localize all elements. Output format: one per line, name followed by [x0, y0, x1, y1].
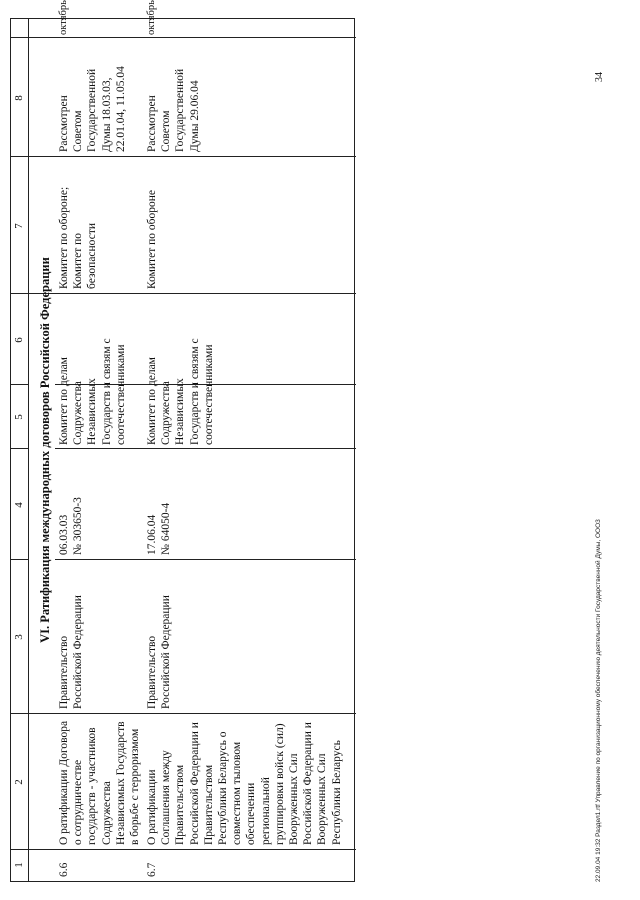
section-title: VI. Ратификация международных договоров Российской Федерации — [38, 257, 52, 643]
row-6-7-initiator: Правительство Российской Федерации — [146, 595, 173, 709]
row-6-7-committee: Комитет по делам Содружества Независимых Государств и связям с соотечественниками — [146, 338, 215, 445]
row-6-7-month: октябрь — [146, 0, 157, 35]
row-6-6-committee: Комитет по делам Содружества Независимых Государств и связям с соотечественниками — [58, 338, 127, 445]
header-row-divider — [28, 19, 29, 881]
column-divider — [55, 448, 356, 449]
column-number-5: 5 — [13, 414, 25, 420]
row-6-6-month: октябрь — [58, 0, 69, 35]
column-divider — [11, 293, 356, 294]
row-6-6-registration: 06.03.03 № 303650-3 — [58, 497, 85, 555]
row-6-6-initiator: Правительство Российской Федерации — [58, 595, 85, 709]
page-number: 34 — [594, 72, 605, 82]
column-number-8: 8 — [13, 95, 25, 101]
legislation-table — [10, 0, 355, 882]
row-6-6-number: 6.6 — [58, 862, 70, 877]
row-6-7-status: Рассмотрен Советом Государственной Думы 29.06.04 — [146, 68, 201, 152]
column-divider — [55, 559, 356, 560]
document-footer: 22.09.04 19:32 Раздел1.rtf Управление по организационному обеспечению деятельности Государственной Думы, ООО3 — [595, 519, 602, 882]
column-divider — [11, 559, 28, 560]
column-divider — [11, 448, 28, 449]
row-6-6-status: Рассмотрен Советом Государственной Думы 18.03.03, 22.01.04, 11.05.04 — [58, 66, 127, 152]
column-divider — [11, 156, 356, 157]
row-6-6-title: О ратификации Договора о сотрудничестве государств - участников Содружества Независимых Государств в борьбе с терроризмом — [58, 720, 142, 845]
row-6-7-title: О ратификации Соглашения между Правительством Российской Федерации и Правительством Республики Беларусь о совместном тыловом обеспечении региональной группировки войск (сил) Вооруженных Сил Российской Федерации и Вооруженных Сил Республики Беларусь — [146, 722, 343, 845]
column-number-6: 6 — [13, 337, 25, 343]
row-6-6-co-committee: Комитет по обороне; Комитет по безопасности — [58, 186, 99, 289]
column-number-1: 1 — [13, 862, 25, 868]
column-number-7: 7 — [13, 223, 25, 229]
column-number-4: 4 — [13, 502, 25, 508]
row-6-7-registration: 17.06.04 № 64050-4 — [146, 502, 173, 555]
row-6-7-number: 6.7 — [146, 862, 158, 877]
column-number-2: 2 — [13, 779, 25, 785]
column-divider — [11, 713, 356, 714]
row-6-7-co-committee: Комитет по обороне — [146, 190, 158, 289]
column-divider — [11, 849, 356, 850]
column-divider — [11, 384, 28, 385]
column-number-3: 3 — [13, 634, 25, 640]
